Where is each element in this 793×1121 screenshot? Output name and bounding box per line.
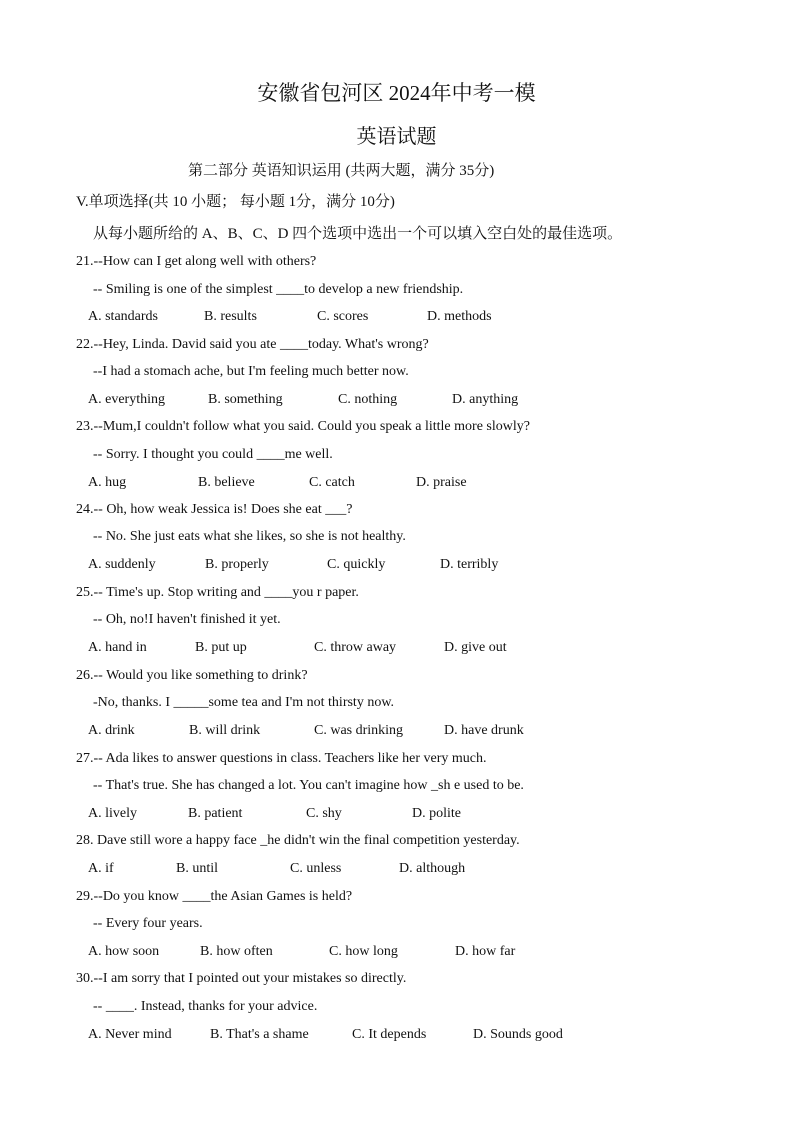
question-25-option-b: B. put up bbox=[195, 640, 247, 655]
question-24-option-d: D. terribly bbox=[440, 557, 499, 572]
question-24-prompt: 24.-- Oh, how weak Jessica is! Does she eat ___? bbox=[76, 502, 353, 517]
question-27-option-a: A. lively bbox=[88, 806, 137, 821]
question-24-option-c: C. quickly bbox=[327, 557, 386, 572]
question-25-option-a: A. hand in bbox=[88, 640, 147, 655]
question-24-option-b: B. properly bbox=[205, 557, 269, 572]
question-26-response: -No, thanks. I _____some tea and I'm not thirsty now. bbox=[93, 695, 395, 710]
question-30-option-a: A. Never mind bbox=[88, 1027, 172, 1042]
question-29-prompt: 29.--Do you know ____the Asian Games is held? bbox=[76, 889, 353, 904]
question-21-prompt: 21.--How can I get along well with others? bbox=[76, 254, 317, 269]
question-26-option-c: C. was drinking bbox=[314, 723, 404, 738]
question-21-option-c: C. scores bbox=[317, 309, 369, 324]
question-22-prompt: 22.--Hey, Linda. David said you ate ____today. What's wrong? bbox=[76, 337, 429, 352]
question-22-option-d: D. anything bbox=[452, 392, 519, 407]
question-26-option-a: A. drink bbox=[88, 723, 135, 738]
question-27-response: -- That's true. She has changed a lot. You can't imagine how _sh e used to be. bbox=[93, 778, 524, 793]
question-30-response: -- ____. Instead, thanks for your advice. bbox=[93, 999, 318, 1014]
question-27-option-b: B. patient bbox=[188, 806, 243, 821]
question-23-option-d: D. praise bbox=[416, 475, 467, 490]
question-28-prompt: 28. Dave still wore a happy face _he didn't win the final competition yesterday. bbox=[76, 833, 520, 848]
question-23-response: -- Sorry. I thought you could ____me well. bbox=[93, 447, 333, 462]
question-28-option-a: A. if bbox=[88, 861, 114, 876]
question-23-option-b: B. believe bbox=[198, 475, 255, 490]
question-22-option-a: A. everything bbox=[88, 392, 165, 407]
section-heading: V.单项选择(共 10 小题； 每小题 1分，满分 10分) bbox=[76, 194, 395, 210]
question-29-option-b: B. how often bbox=[200, 944, 273, 959]
question-26-option-b: B. will drink bbox=[189, 723, 261, 738]
question-29-option-a: A. how soon bbox=[88, 944, 160, 959]
question-21-option-b: B. results bbox=[204, 309, 257, 324]
question-22-option-c: C. nothing bbox=[338, 392, 398, 407]
question-26-option-d: D. have drunk bbox=[444, 723, 524, 738]
question-25-option-c: C. throw away bbox=[314, 640, 397, 655]
question-22-response: --I had a stomach ache, but I'm feeling much better now. bbox=[93, 364, 409, 379]
question-25-option-d: D. give out bbox=[444, 640, 507, 655]
section-instruction: 从每小题所给的 A、B、C、D 四个选项中选出一个可以填入空白处的最佳选项。 bbox=[93, 226, 623, 242]
question-23-option-c: C. catch bbox=[309, 475, 355, 490]
question-23-option-a: A. hug bbox=[88, 475, 127, 490]
question-21-option-a: A. standards bbox=[88, 309, 158, 324]
question-25-response: -- Oh, no!I haven't finished it yet. bbox=[93, 612, 281, 627]
question-22-option-b: B. something bbox=[208, 392, 283, 407]
page-title: 安徽省包河区 2024年中考一模 bbox=[257, 81, 536, 105]
question-27-prompt: 27.-- Ada likes to answer questions in class. Teachers like her very much. bbox=[76, 751, 487, 766]
question-30-option-d: D. Sounds good bbox=[473, 1027, 563, 1042]
question-26-prompt: 26.-- Would you like something to drink? bbox=[76, 668, 308, 683]
question-24-option-a: A. suddenly bbox=[88, 557, 156, 572]
question-30-option-c: C. It depends bbox=[352, 1027, 427, 1042]
question-29-option-c: C. how long bbox=[329, 944, 398, 959]
question-29-response: -- Every four years. bbox=[93, 916, 203, 931]
question-27-option-c: C. shy bbox=[306, 806, 342, 821]
question-23-prompt: 23.--Mum,I couldn't follow what you said. Could you speak a little more slowly? bbox=[76, 419, 530, 434]
question-28-option-b: B. until bbox=[176, 861, 219, 876]
question-27-option-d: D. polite bbox=[412, 806, 461, 821]
question-29-option-d: D. how far bbox=[455, 944, 516, 959]
question-28-option-d: D. although bbox=[399, 861, 466, 876]
question-25-prompt: 25.-- Time's up. Stop writing and ____you r paper. bbox=[76, 585, 359, 600]
part-heading: 第二部分 英语知识运用 (共两大题，满分 35分) bbox=[188, 163, 495, 179]
question-30-option-b: B. That's a shame bbox=[210, 1027, 309, 1042]
question-30-prompt: 30.--I am sorry that I pointed out your mistakes so directly. bbox=[76, 971, 407, 986]
question-28-option-c: C. unless bbox=[290, 861, 342, 876]
page-subtitle: 英语试题 bbox=[356, 126, 437, 148]
question-21-option-d: D. methods bbox=[427, 309, 492, 324]
question-24-response: -- No. She just eats what she likes, so she is not healthy. bbox=[93, 529, 406, 544]
question-21-response: -- Smiling is one of the simplest ____to develop a new friendship. bbox=[93, 282, 464, 297]
